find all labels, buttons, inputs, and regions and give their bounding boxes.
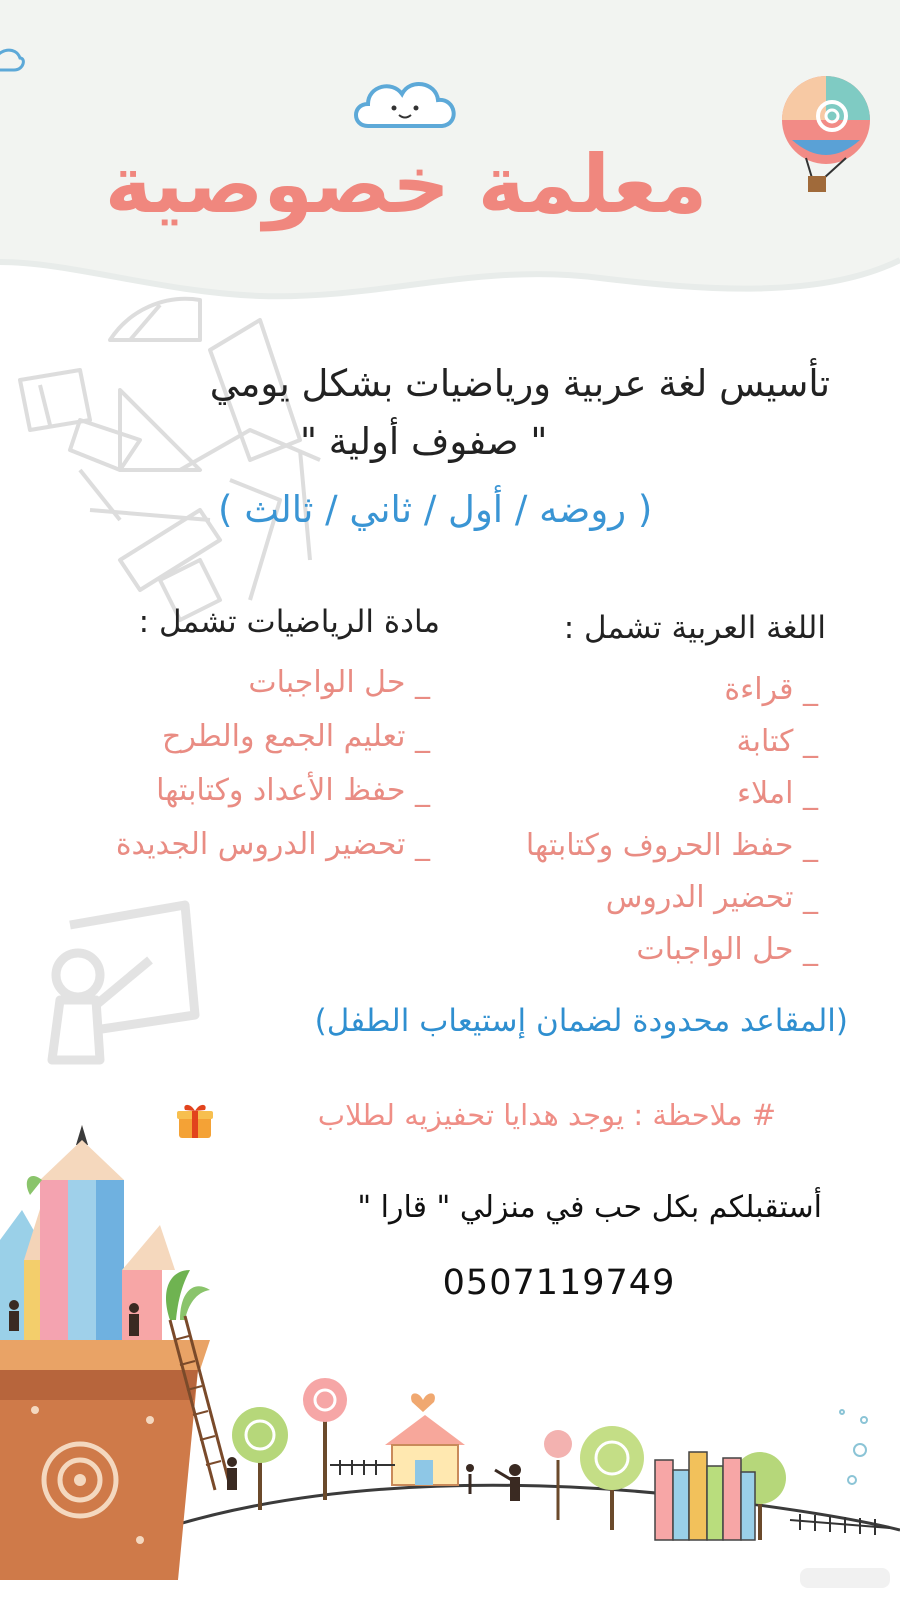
phone-number[interactable]: 0507119749 <box>442 1263 676 1303</box>
pencil-pot-illustration <box>0 1125 237 1580</box>
list-item: _ تعليم الجمع والطرح <box>161 719 430 754</box>
list-item: _ حل الواجبات <box>636 932 818 967</box>
welcome-line: أستقبلكم بكل حب في منزلي " قارا " <box>357 1190 822 1225</box>
books-icon <box>655 1452 755 1540</box>
decor-dots <box>840 1410 867 1484</box>
list-item: _ املاء <box>737 776 818 811</box>
arabic-heading: اللغة العربية تشمل : <box>563 610 826 646</box>
tree-icon <box>303 1378 347 1500</box>
grades-list: ( روضه / أول / ثاني / ثالث ) <box>218 488 653 531</box>
house-icon <box>385 1393 465 1485</box>
grades-label: " صفوف أولية " <box>300 420 548 463</box>
list-item: _ حفظ الحروف وكتابتها <box>525 828 818 863</box>
kid-figure <box>466 1464 521 1501</box>
gift-icon <box>176 1102 214 1140</box>
intro-line: تأسيس لغة عربية ورياضيات بشكل يومي <box>209 362 830 405</box>
list-item: _ تحضير الدروس الجديدة <box>115 827 430 862</box>
arabic-items-list <box>526 664 818 976</box>
school-supplies-sketch <box>20 299 320 620</box>
math-heading: مادة الرياضيات تشمل : <box>138 604 440 640</box>
list-item: _ حل الواجبات <box>248 665 430 700</box>
tree-icon <box>544 1430 572 1520</box>
seats-note: (المقاعد محدودة لضمان إستيعاب الطفل) <box>314 1003 848 1039</box>
list-item: _ كتابة <box>736 724 818 759</box>
teacher-board-icon <box>52 905 195 1060</box>
list-item: _ حفظ الأعداد وكتابتها <box>156 773 430 808</box>
tree-icon <box>580 1426 644 1530</box>
page-title: معلمة خصوصية <box>104 138 708 231</box>
list-item: _ تحضير الدروس <box>605 880 818 915</box>
list-item: _ قراءة <box>724 672 818 707</box>
tree-icon <box>232 1407 288 1510</box>
gift-note: # ملاحظة : يوجد هدايا تحفيزيه لطلاب <box>317 1098 776 1132</box>
math-items-list <box>116 656 430 872</box>
